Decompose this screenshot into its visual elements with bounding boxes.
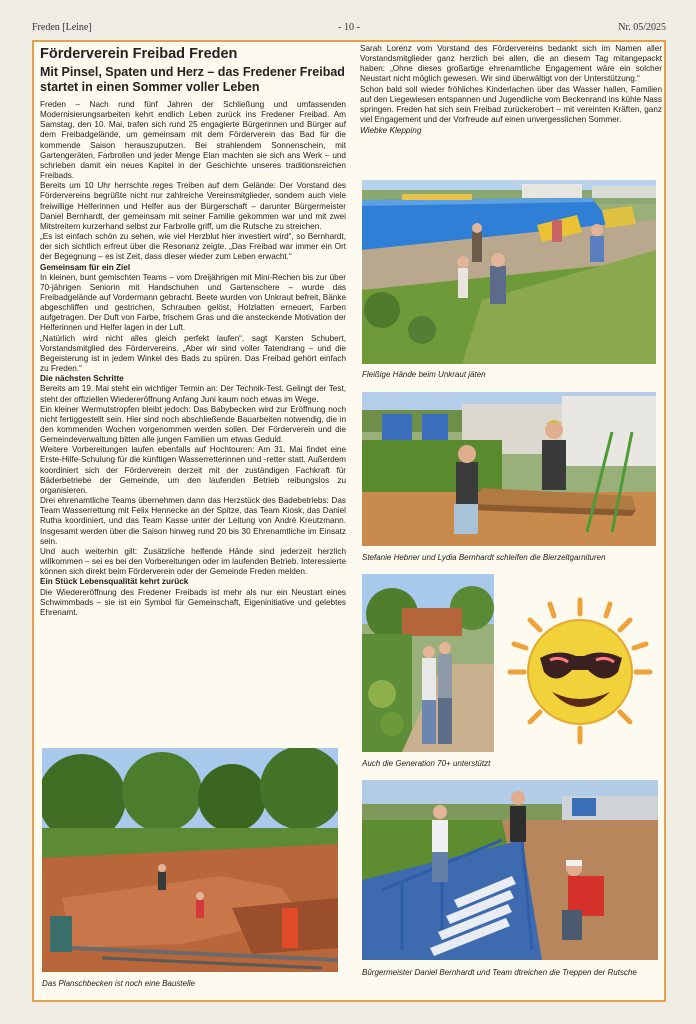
caption-slide-stairs: Bürgermeister Daniel Bernhardt und Team dtreichen die Treppen der Rutsche (362, 968, 637, 977)
paragraph: „Natürlich wird nicht alles gleich perfekt laufen“, sagt Karsten Schubert, Vorstandsmitglied des Fördervereins. „Aber wir sind voller Tatendrang – und die Begeisterung ist in jedem Winkel des Bads zu spüren. Das Freibad gehört einfach zu Freden.“ (40, 333, 346, 374)
author-credit: Wiebke Klepping (360, 126, 422, 136)
section-heading: Ein Stück Lebensqualität kehrt zurück (40, 577, 189, 587)
photo-paddling-pool-image (42, 748, 338, 972)
paragraph: Drei ehrenamtliche Teams übernehmen dann das Herzstück des Badebetriebs: Das Team Wasserrettung mit Felix Hennecke an der Spitze, das Team Kiosk, das Daniel Rutha koordiniert, und das Team Kasse unter der Leitung von André Kreutzmann. Insgesamt werden über die Saison hinweg rund 20 bis 30 Ehrenamtliche im Einsatz sein. (40, 496, 346, 546)
paragraph: Bereits am 19. Mai steht ein wichtiger Termin an: Der Technik-Test. Gelingt der Test, steht der offiziellen Wiedereröffnung Anfang Juni kaum noch etwas im Wege. (40, 384, 346, 404)
caption-weeding: Fleißige Hände beim Unkraut jäten (362, 370, 486, 379)
header-page-number: - 10 - (338, 22, 360, 33)
photo-weeding (362, 180, 656, 364)
article-body-continued (360, 44, 662, 125)
article-body (40, 100, 346, 618)
page-header (32, 22, 666, 38)
photo-benches-image (362, 392, 656, 546)
photo-slide-stairs-image (362, 780, 658, 960)
photo-paddling-pool (42, 748, 338, 972)
paragraph: In kleinen, bunt gemischten Teams – vom Dreijährigen mit Mini-Rechen bis zur über 70-jährigen Seniorin mit Handschuhen und Gartenschere – wurde das Freibadgelände auf Vordermann gebracht. Beete wurden von Unkraut befreit, Bänke abgeschliffen und gestrichen, Schrauben gelöst, Holzlatten erneuert, Farben aufgetragen. Der Duft von Farbe, frischem Gras und die ansteckende Motivation der Helferinnen und Helfer lagen in der Luft. (40, 272, 346, 333)
caption-benches: Stefanie Hebner und Lydia Bernhardt schleifen die Bierzeltgarnituren (362, 553, 606, 562)
header-location: Freden [Leine] (32, 22, 92, 33)
paragraph: Ein kleiner Wermutstropfen bleibt jedoch: Das Babybecken wird zur Eröffnung noch nicht fertiggestellt sein. Hier sind noch abschließende Bauarbeiten notwendig, die in den kommenden Wochen vorgenommen werden sollen. Der Förderverein und die Gemeindeverwaltung bitten alle jungen Familien um etwas Geduld. (40, 404, 346, 445)
section-heading: Die nächsten Schritte (40, 374, 124, 384)
photo-benches (362, 392, 656, 546)
paragraph: Freden – Nach rund fünf Jahren der Schließung und umfassenden Modernisierungsarbeiten kehrt endlich Leben zurück ins Fredener Freibad. Am Samstag, den 10. Mai, trafen sich rund 25 engagierte Bürgerinnen und Bürger auf dem Freibadgelände, um gemeinsam mit dem Förderverein das Bad für die kommende Saison herauszuputzen. Bei strahlendem Sonnenschein, mit Gartengeräten, Farbrollen und jeder Menge Elan machten sie sich ans Werk – und schrieben damit ein neues Kapitel in der Geschichte unseres traditionsreichen Freibads. (40, 100, 346, 181)
article-subtitle: Mit Pinsel, Spaten und Herz – das Fredener Freibad startet in einen Sommer voller Leben (40, 65, 345, 94)
sun-sunglasses-icon (506, 596, 654, 746)
paragraph: Und auch weiterhin gilt: Zusätzliche helfende Hände sind jederzeit herzlich willkommen – sei es bei den Vorbereitungen oder im laufenden Betrieb. Interessierte können sich direkt beim Förderverein oder der Gemeinde Freden melden. (40, 546, 346, 577)
paragraph: Die Wiedereröffnung des Fredener Freibads ist mehr als nur ein Neustart eines Schwimmbads – sie ist ein Symbol für Gemeinschaft, Eigeninitiative und gelebtes Ehrenamt. (40, 587, 346, 617)
right-column (360, 44, 662, 136)
left-column (40, 44, 346, 618)
paragraph: Weitere Vorbereitungen laufen ebenfalls auf Hochtouren: Am 31. Mai findet eine Erste-Hilfe-Schulung für die künftigen Wasserretterinnen und -retter statt. Außerdem koordiniert sich der Förderverein derzeit mit der zuständigen Fachkraft für Bäderbetriebe der Gemeinde, um den laufenden Betrieb reibungslos zu organisieren. (40, 445, 346, 495)
photo-slide-stairs (362, 780, 658, 960)
article-title: Förderverein Freibad Freden (40, 46, 238, 62)
photo-seniors-image (362, 574, 494, 752)
header-issue-number: Nr. 05/2025 (618, 22, 666, 33)
caption-paddling-pool: Das Planschbecken ist noch eine Baustelle (42, 979, 195, 988)
paragraph: Bereits um 10 Uhr herrschte reges Treiben auf dem Gelände: Der Vorstand des Fördervereins begrüßte nicht nur zahlreiche Vereinsmitglieder, sondern auch viele freiwillige Helferinnen und Helfer aus der Bürgerschaft – darunter Bürgermeister Daniel Bernhardt, der gemeinsam mit seiner Familie gekommen war und mit zwei Mitstreitern kurzerhand selbst zur Farbrolle griff, um die Rutsche zu streichen. (40, 181, 346, 231)
paragraph: Schon bald soll wieder fröhliches Kinderlachen über das Wasser hallen, Familien auf den Liegewiesen entspannen und Jugendliche vom Beckenrand ins kühle Nass springen. Freden hat sich sein Freibad zurückerobert – mit vereinten Kräften, ganz viel Engagement und der Vorfreude auf einen unvergesslichen Sommer. (360, 84, 662, 125)
photo-seniors (362, 574, 494, 752)
photo-weeding-image (362, 180, 656, 364)
paragraph: Sarah Lorenz vom Vorstand des Fördervereins bedankt sich im Namen aller Vorstandsmitglieder ganz herzlich bei allen, die an diesem Tag mitangepackt haben: „Ohne dieses großartige ehrenamtliche Engagement wäre ein solcher Neustart nicht möglich gewesen. Wir sind überwältigt von der Unterstützung.“ (360, 44, 662, 84)
paragraph: „Es ist einfach schön zu sehen, wie viel Herzblut hier investiert wird“, so Bernhardt, der sich sichtlich erfreut über die Resonanz zeigte. „Das Freibad war immer ein Ort der Begegnung – es ist Zeit, dass dieser wieder zum Leben erwacht.“ (40, 232, 346, 262)
caption-seniors: Auch die Generation 70+ unterstützt (362, 759, 491, 768)
section-heading: Gemeinsam für ein Ziel (40, 262, 131, 272)
